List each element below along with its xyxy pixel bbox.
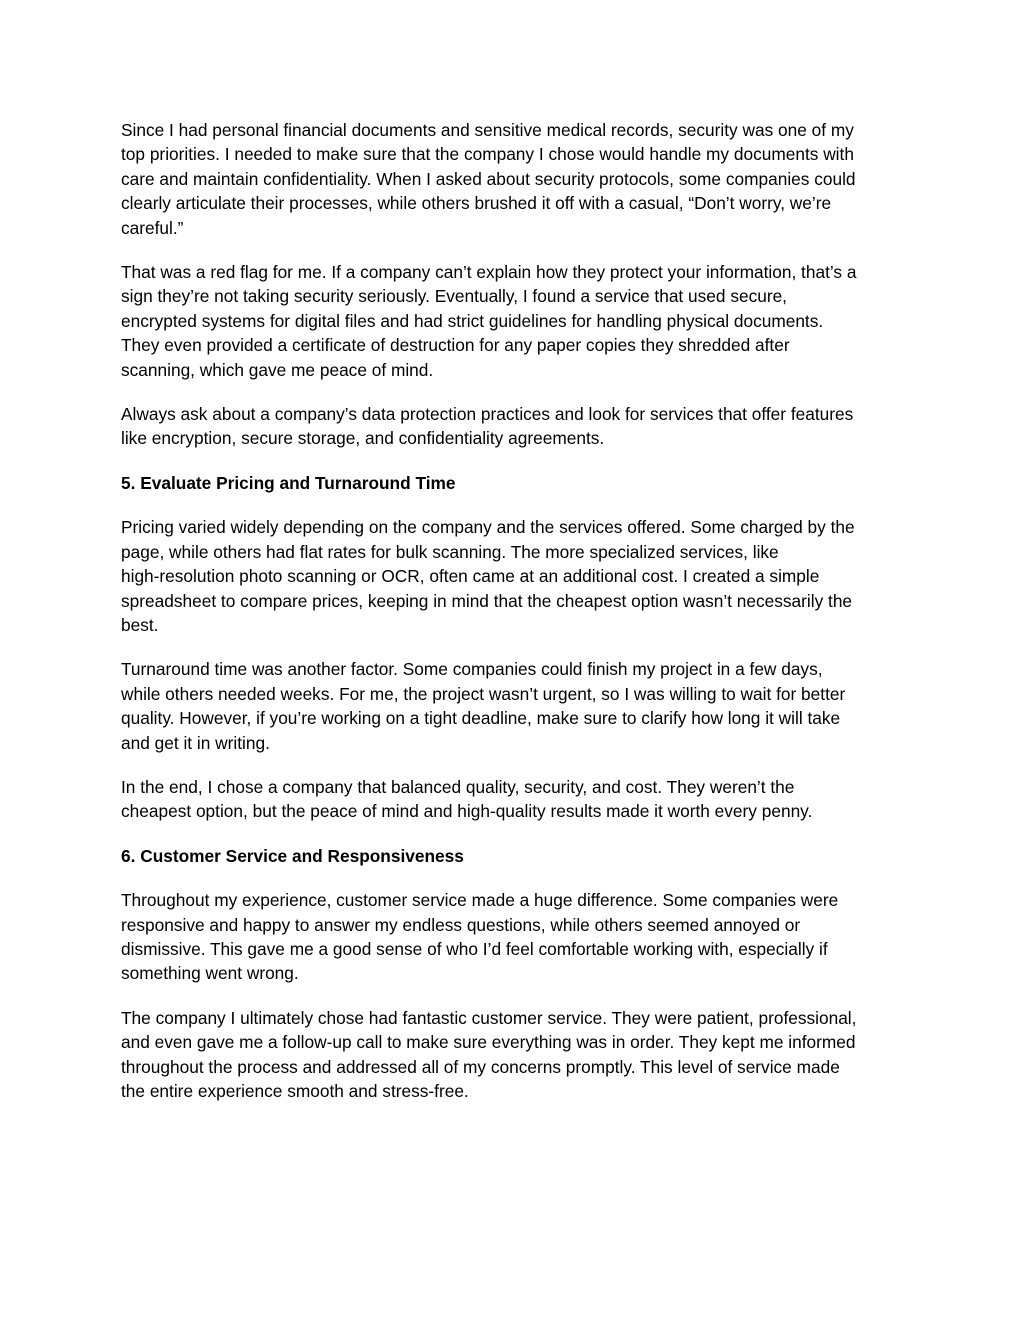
paragraph-customer-service: Throughout my experience, customer service made a huge difference. Some companies were responsive and happy to answer my endless questions, while others seemed annoyed or dismissive. This gave me a good sense of who I’d feel comfortable working with, especially if something went wrong. [121,890,839,984]
section-heading-pricing: 5. Evaluate Pricing and Turnaround Time [121,472,456,493]
paragraph-security-priorities: Since I had personal financial documents and sensitive medical records, security was one of my top priorities. I needed to make sure that the company I chose would handle my documents with care and maintain confidentiality. When I asked about security protocols, some companies could clearly articulate their processes, while others brushed it off with a casual, “Don’t worry, we’re careful.” [121,120,856,238]
paragraph-red-flag: That was a red flag for me. If a company can’t explain how they protect your information, that’s a sign they’re not taking security seriously. Eventually, I found a service that used secure, encrypted systems for digital files and had strict guidelines for handling physical documents. They even provided a certificate of destruction for any paper copies they shredded after scanning, which gave me peace of mind. [121,262,857,380]
paragraph-final-choice: In the end, I chose a company that balanced quality, security, and cost. They weren’t the cheapest option, but the peace of mind and high-quality results made it worth every penny. [121,776,813,822]
paragraph-data-protection-advice: Always ask about a company’s data protection practices and look for services that offer features like encryption, secure storage, and confidentiality agreements. [121,404,854,449]
paragraph-pricing: Pricing varied widely depending on the company and the services offered. Some charged by the page, while others had flat rates for bulk scanning. The more specialized services, like high-resolution photo scanning or OCR, often came at an additional cost. I created a simple spreadsheet to compare prices, keeping in mind that the cheapest option wasn’t necessarily the best. [121,517,855,635]
paragraph-turnaround: Turnaround time was another factor. Some companies could finish my project in a few days, while others needed weeks. For me, the project wasn’t urgent, so I was willing to wait for better quality. However, if you’re working on a tight deadline, make sure to clarify how long it will take and get it in writing. [121,659,846,753]
paragraph-chosen-company-service: The company I ultimately chose had fantastic customer service. They were patient, professional, and even gave me a follow-up call to make sure everything was in order. They kept me informed throughout the process and addressed all of my concerns promptly. This level of service made the entire experience smooth and stress-free. [121,1007,857,1101]
section-heading-customer-service: 6. Customer Service and Responsiveness [121,845,464,866]
document-body [121,118,911,1123]
